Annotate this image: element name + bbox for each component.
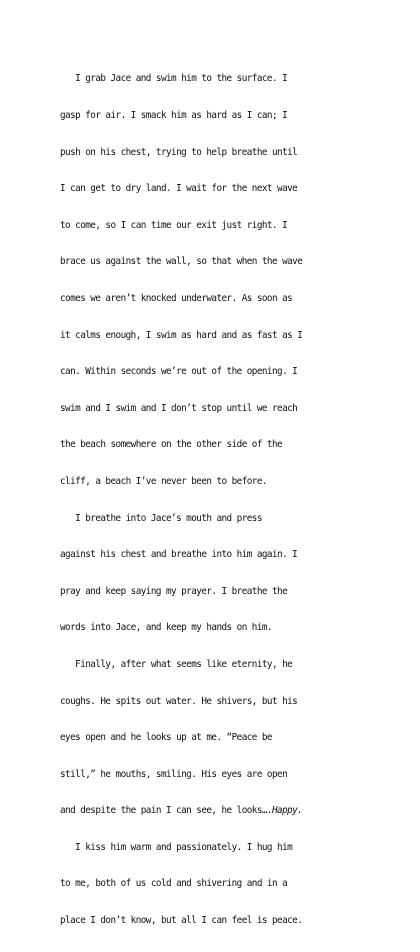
text-line: can. Within seconds we’re out of the opening. I	[60, 366, 298, 378]
text-line: I grab Jace and swim him to the surface. I	[60, 73, 288, 85]
text-line: gasp for air. I smack him as hard as I can; I	[60, 110, 288, 121]
text-line: words into Jace, and keep my hands on him.	[60, 622, 272, 634]
text-line: to me, both of us cold and shivering and in a	[60, 878, 288, 890]
text-line-part: and despite the pain I can see, he looks….	[60, 805, 272, 817]
text-line: comes we aren’t knocked underwater. As soon as	[60, 292, 293, 304]
story-text	[60, 49, 360, 952]
text-line: it calms enough, I swim as hard and as fast as I	[60, 329, 303, 341]
text-line: eyes open and he looks up at me. “Peace be	[60, 732, 272, 744]
text-line: cliff, a beach I’ve never been to before.	[60, 475, 267, 487]
text-line: swim and I swim and I don’t stop until we reach	[60, 402, 298, 414]
text-line: push on his chest, trying to help breathe until	[60, 146, 298, 158]
text-line: place I don’t know, but all I can feel is peace.	[60, 915, 303, 927]
text-line: pray and keep saying my prayer. I breathe the	[60, 585, 288, 597]
text-line: I can get to dry land. I wait for the next wave	[60, 183, 298, 195]
text-line: against his chest and breathe into him again. I	[60, 549, 298, 561]
text-line: the beach somewhere on the other side of the	[60, 439, 283, 451]
text-line: still,” he mouths, smiling. His eyes are open	[60, 768, 288, 780]
text-line: to come, so I can time our exit just right. I	[60, 219, 288, 231]
text-line: Finally, after what seems like eternity, he	[60, 658, 293, 670]
text-line-with-italic	[60, 805, 360, 817]
italic-word: Happy.	[271, 805, 303, 817]
text-line: I breathe into Jace’s mouth and press	[60, 512, 262, 524]
text-line: coughs. He spits out water. He shivers, but his	[60, 695, 298, 707]
text-line: brace us against the wall, so that when the wave	[60, 256, 303, 268]
text-line: I kiss him warm and passionately. I hug him	[60, 841, 293, 853]
